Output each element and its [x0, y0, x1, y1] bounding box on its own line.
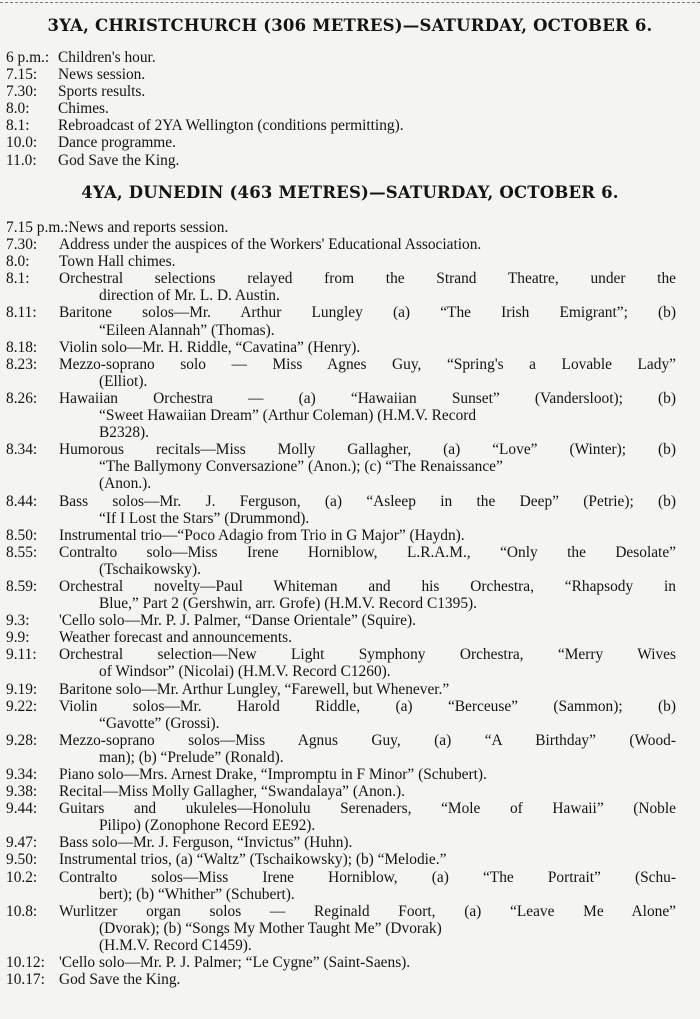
program-time: 9.22:	[6, 697, 38, 715]
program-line: (Anon.).	[99, 475, 152, 493]
program-description	[55, 236, 676, 253]
program-description	[54, 66, 686, 83]
program-description	[55, 698, 676, 732]
program-line: God Save the King.	[58, 151, 180, 169]
program-entry	[6, 629, 676, 646]
program-time: 10.17:	[6, 971, 45, 989]
program-entry	[6, 834, 676, 851]
program-time: 9.38:	[6, 783, 38, 801]
program-time: 8.0:	[6, 253, 30, 271]
program-description	[54, 49, 686, 66]
program-entry	[6, 954, 676, 971]
program-entry	[6, 441, 676, 492]
program-list-4ya	[6, 219, 676, 988]
program-entry	[6, 66, 686, 83]
program-entry	[6, 800, 676, 834]
program-line: Orchestral novelty—Paul Whiteman and his Orchestra, “Rhapsody in	[59, 577, 676, 595]
program-time: 9.28:	[6, 731, 38, 749]
program-entry	[6, 783, 676, 800]
program-entry	[6, 971, 676, 988]
program-line: Weather forecast and announcements.	[59, 629, 292, 647]
program-line: Pilipo) (Zonophone Record EE92).	[99, 817, 316, 835]
program-time: 7.15:	[6, 66, 38, 84]
program-line: Instrumental trio—“Poco Adagio from Trio in G Major” (Haydn).	[59, 526, 465, 544]
program-description	[55, 304, 676, 338]
program-description	[54, 100, 686, 117]
program-description	[55, 493, 676, 527]
program-entry	[6, 646, 676, 680]
program-line: Contralto solos—Miss Irene Horniblow, (a) “The Portrait” (Schu-	[59, 868, 676, 886]
program-description	[55, 783, 676, 800]
program-entry	[6, 49, 686, 66]
program-description	[55, 971, 676, 988]
program-description	[55, 441, 676, 492]
program-entry	[6, 612, 676, 629]
program-description	[54, 83, 686, 100]
program-time: 8.55:	[6, 543, 38, 561]
program-line: Mezzo-soprano solos—Miss Agnus Guy, (a) “A Birthday” (Wood-	[59, 731, 676, 749]
program-entry	[6, 117, 686, 134]
program-line: Violin solo—Mr. H. Riddle, “Cavatina” (Henry).	[59, 338, 361, 356]
program-entry	[6, 732, 676, 766]
program-time: 9.44:	[6, 800, 38, 818]
program-description	[54, 134, 686, 151]
program-description	[55, 253, 676, 270]
top-rule	[0, 2, 700, 3]
program-description	[55, 954, 676, 971]
program-time: 6 p.m.:	[6, 49, 50, 66]
program-line: (Elliot).	[99, 372, 148, 390]
program-description	[55, 612, 676, 629]
program-description	[55, 544, 676, 578]
program-line: Orchestral selections relayed from the Strand Theatre, under the	[59, 270, 676, 288]
program-time: 10.0:	[6, 134, 38, 152]
program-entry	[6, 527, 676, 544]
program-line: Violin solos—Mr. Harold Riddle, (a) “Berceuse” (Sammon); (b)	[59, 697, 676, 715]
program-entry	[6, 236, 676, 253]
program-line: man); (b) “Prelude” (Ronald).	[99, 748, 284, 766]
program-time: 7.30:	[6, 236, 38, 254]
program-line: (Dvorak); (b) “Songs My Mother Taught Me” (Dvorak)	[99, 919, 442, 937]
program-line: Recital—Miss Molly Gallagher, “Swandalaya” (Anon.).	[59, 783, 406, 801]
program-description	[55, 800, 676, 834]
program-time: 11.0:	[6, 151, 37, 169]
program-time: 8.1:	[6, 117, 30, 135]
program-time: 8.0:	[6, 100, 30, 118]
program-entry	[6, 152, 686, 169]
program-entry	[6, 270, 676, 304]
program-description	[55, 766, 676, 783]
program-line: Bass solo—Mr. J. Ferguson, “Invictus” (Huhn).	[59, 834, 353, 852]
program-entry	[6, 766, 676, 783]
section-heading-3ya: 3YA, CHRISTCHURCH (306 METRES)—SATURDAY, OCTOBER 6.	[47, 16, 653, 35]
program-entry	[6, 493, 676, 527]
program-description	[55, 390, 676, 441]
program-line: Baritone solo—Mr. Arthur Lungley, “Farewell, but Whenever.”	[59, 680, 450, 698]
program-entry	[6, 339, 676, 356]
program-time: 9.3:	[6, 612, 30, 630]
program-line: Address under the auspices of the Workers' Educational Association.	[59, 236, 482, 254]
program-line: Rebroadcast of 2YA Wellington (conditions permitting).	[58, 117, 404, 135]
program-description	[55, 646, 676, 680]
program-entry	[6, 851, 676, 868]
program-line: 'Cello solo—Mr. P. J. Palmer, “Danse Orientale” (Squire).	[59, 612, 416, 630]
program-entry	[6, 698, 676, 732]
program-entry	[6, 134, 686, 151]
program-time: 9.34:	[6, 766, 38, 783]
program-line: “Eileen Alannah” (Thomas).	[99, 321, 275, 339]
program-line: B2328).	[99, 424, 150, 442]
program-line: Instrumental trios, (a) “Waltz” (Tschaikowsky); (b) “Melodie.”	[59, 851, 447, 869]
program-line: Guitars and ukuleles—Honolulu Serenaders, “Mole of Hawaii” (Noble	[59, 800, 676, 818]
program-line: “Gavotte” (Grossi).	[99, 714, 220, 732]
program-line: News session.	[58, 66, 146, 84]
program-entry	[6, 253, 676, 270]
program-line: Wurlitzer organ solos — Reginald Foort, (a) “Leave Me Alone”	[59, 902, 676, 920]
program-line: Chimes.	[58, 100, 109, 118]
program-description	[54, 152, 686, 169]
program-description	[55, 339, 676, 356]
program-time: 8.44:	[6, 492, 38, 510]
program-time: 8.1:	[6, 270, 30, 288]
program-description	[55, 732, 676, 766]
program-line: News and reports session.	[68, 219, 229, 236]
program-line: Baritone solos—Mr. Arthur Lungley (a) “The Irish Emigrant”; (b)	[59, 304, 676, 322]
program-description	[55, 578, 676, 612]
program-line: Blue,” Part 2 (Gershwin, arr. Grofe) (H.M.V. Record C1395).	[99, 595, 477, 613]
program-line: Children's hour.	[58, 49, 156, 66]
program-line: “Sweet Hawaiian Dream” (Arthur Coleman) (H.M.V. Record	[99, 407, 477, 425]
program-time: 9.50:	[6, 851, 38, 869]
program-entry	[6, 356, 676, 390]
program-time: 10.8:	[6, 902, 38, 920]
program-description	[68, 219, 676, 236]
program-time: 7.30:	[6, 83, 38, 101]
program-entry	[6, 83, 686, 100]
program-description	[55, 851, 676, 868]
program-line: (Tschaikowsky).	[99, 560, 201, 578]
program-time: 9.9:	[6, 629, 30, 647]
program-description	[55, 903, 676, 954]
program-time: 8.23:	[6, 355, 38, 373]
program-line: Sports results.	[58, 83, 146, 101]
program-time: 10.2:	[6, 868, 38, 886]
program-line: bert); (b) “Whither” (Schubert).	[99, 885, 295, 903]
program-entry	[6, 869, 676, 903]
program-description	[55, 681, 676, 698]
program-line: Town Hall chimes.	[59, 253, 176, 271]
program-entry	[6, 903, 676, 954]
program-description	[55, 356, 676, 390]
program-line: Contralto solo—Miss Irene Horniblow, L.R.A.M., “Only the Desolate”	[59, 543, 676, 561]
program-line: Piano solo—Mrs. Arnest Drake, “Impromptu in F Minor” (Schubert).	[59, 766, 487, 783]
program-line: Dance programme.	[58, 134, 176, 152]
program-time: 8.11:	[6, 304, 37, 322]
program-line: Hawaiian Orchestra — (a) “Hawaiian Sunset” (Vandersloot); (b)	[59, 389, 676, 407]
program-description	[55, 527, 676, 544]
program-entry	[6, 681, 676, 698]
program-time: 9.19:	[6, 680, 38, 698]
program-time: 8.59:	[6, 577, 38, 595]
program-line: of Windsor” (Nicolai) (H.M.V. Record C1260).	[99, 663, 391, 681]
program-description	[55, 869, 676, 903]
program-line: Mezzo-soprano solo — Miss Agnes Guy, “Spring's a Lovable Lady”	[59, 355, 676, 373]
program-line: “The Ballymony Conversazione” (Anon.); (c) “The Renaissance”	[99, 458, 503, 476]
program-entry	[6, 304, 676, 338]
program-description	[55, 834, 676, 851]
program-time: 8.18:	[6, 338, 38, 356]
program-line: Orchestral selection—New Light Symphony Orchestra, “Merry Wives	[59, 646, 676, 664]
program-line: “If I Lost the Stars” (Drummond).	[99, 509, 310, 527]
program-time: 9.47:	[6, 834, 38, 852]
program-line: Bass solos—Mr. J. Ferguson, (a) “Asleep in the Deep” (Petrie); (b)	[59, 492, 676, 510]
section-heading-4ya: 4YA, DUNEDIN (463 METRES)—SATURDAY, OCTOBER 6.	[81, 183, 619, 202]
program-line: Humorous recitals—Miss Molly Gallagher, (a) “Love” (Winter); (b)	[59, 441, 676, 459]
program-time: 7.15 p.m.:	[6, 219, 69, 236]
program-line: 'Cello solo—Mr. P. J. Palmer; “Le Cygne” (Saint-Saens).	[59, 954, 411, 972]
program-list-3ya	[6, 49, 686, 169]
program-entry	[6, 578, 676, 612]
program-line: direction of Mr. L. D. Austin.	[99, 287, 280, 305]
program-entry	[6, 544, 676, 578]
program-time: 9.11:	[6, 646, 37, 664]
program-entry	[6, 390, 676, 441]
program-time: 8.34:	[6, 441, 38, 459]
program-description	[55, 629, 676, 646]
program-time: 10.12:	[6, 954, 45, 972]
program-time: 8.50:	[6, 526, 38, 544]
program-description	[55, 270, 676, 304]
program-entry	[6, 100, 686, 117]
program-line: (H.M.V. Record C1459).	[99, 936, 252, 954]
program-time: 8.26:	[6, 389, 38, 407]
program-line: God Save the King.	[59, 971, 181, 989]
program-description	[54, 117, 686, 134]
program-entry	[6, 219, 676, 236]
